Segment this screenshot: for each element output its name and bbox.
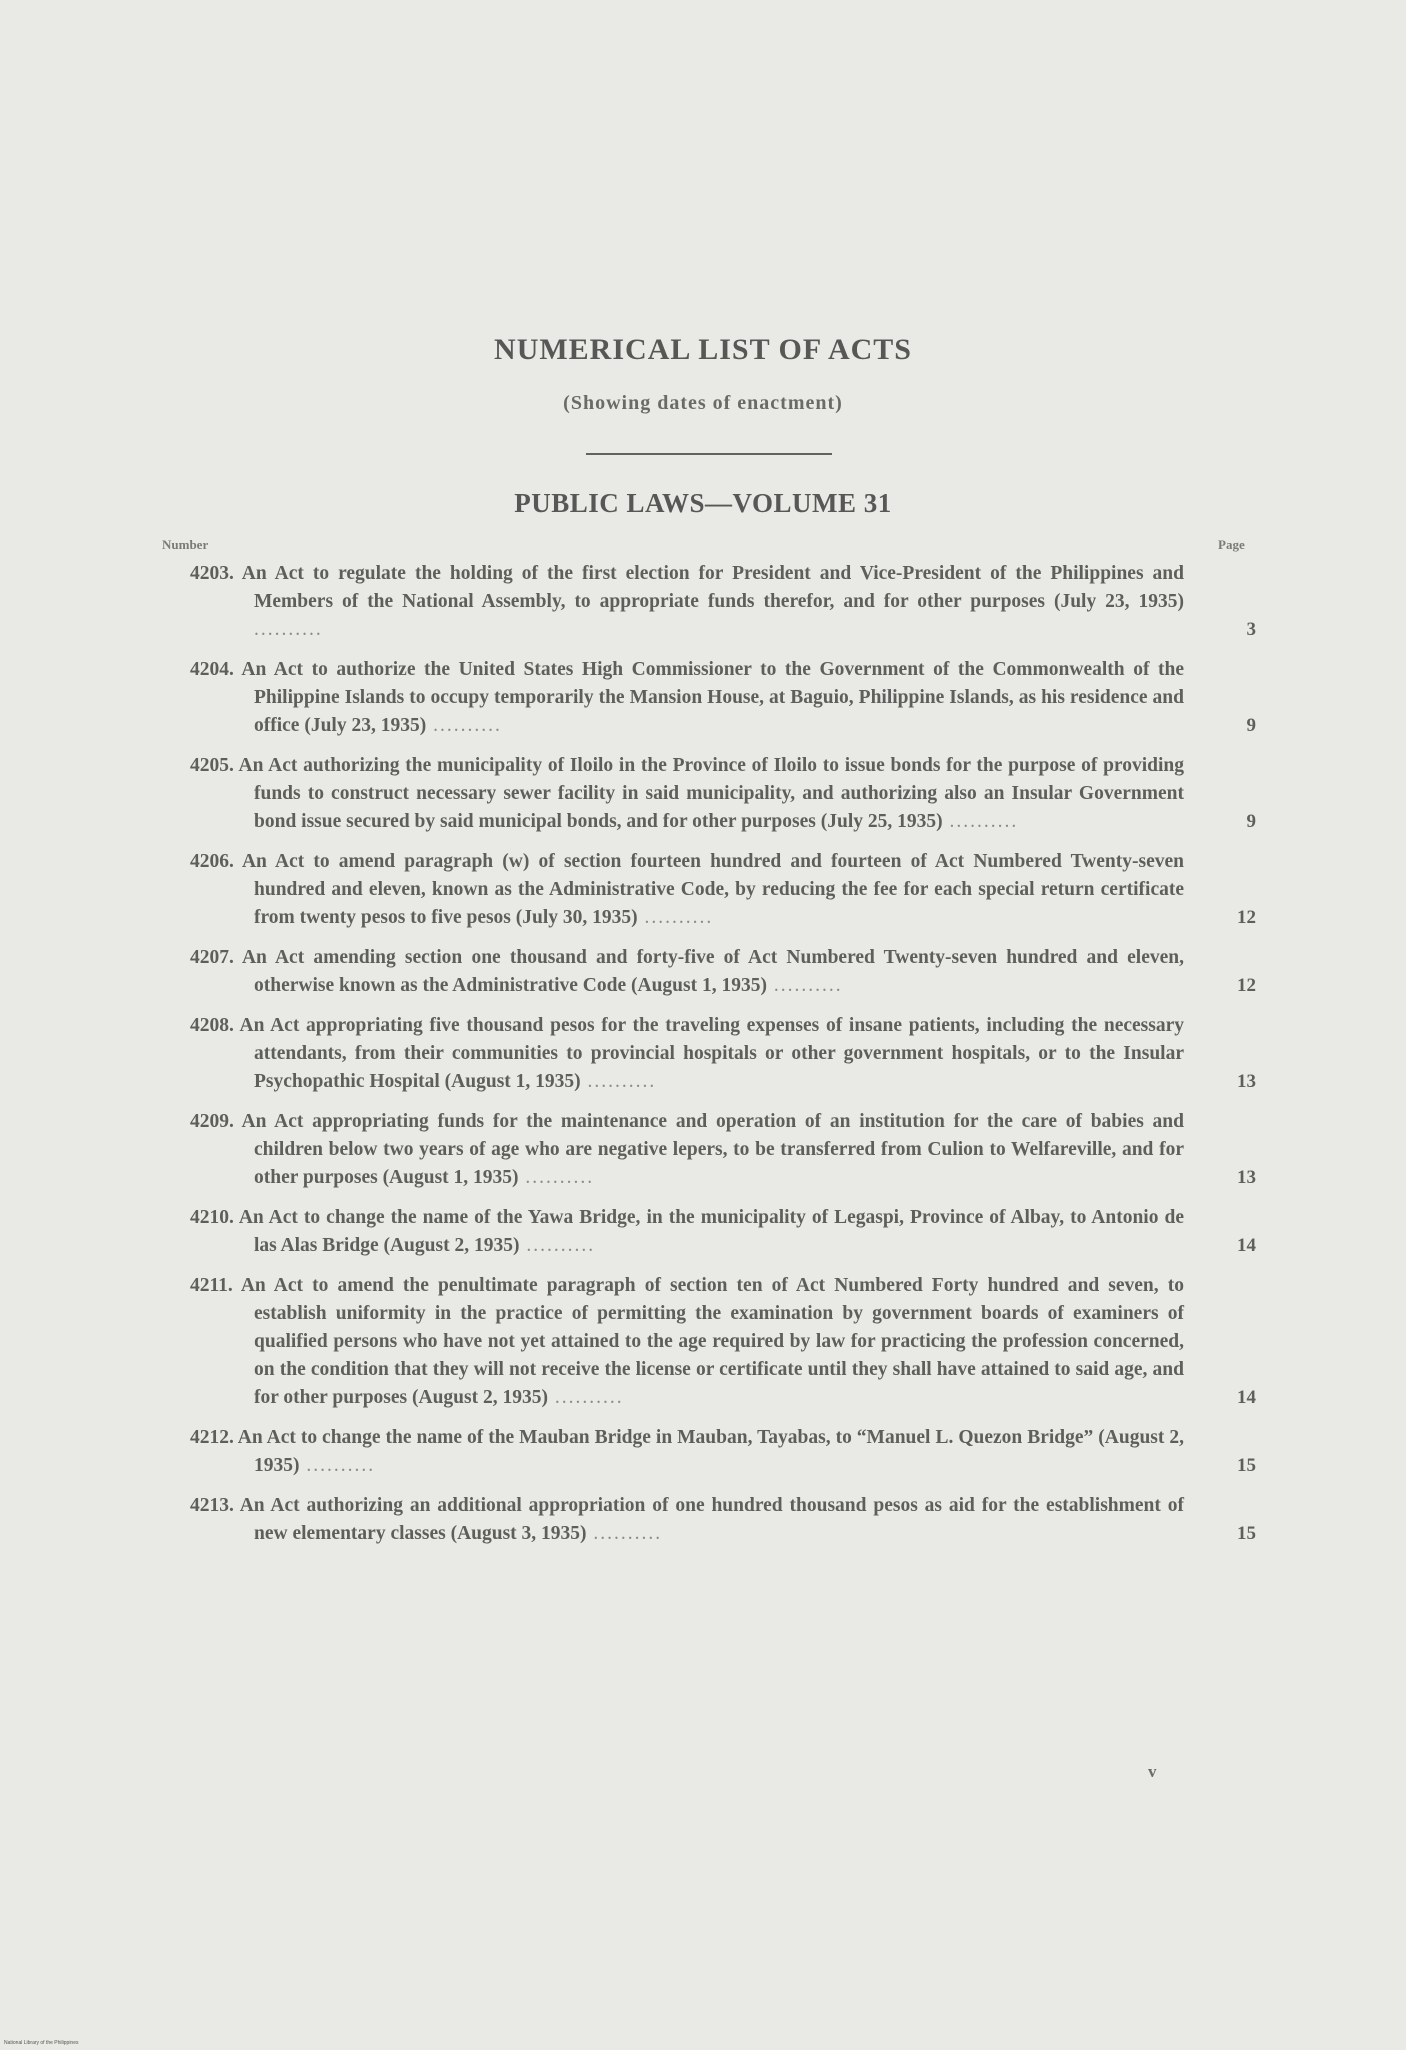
act-description	[190, 560, 1184, 644]
list-item	[0, 560, 1406, 644]
act-page-number: 13	[1237, 1071, 1256, 1092]
act-description	[190, 848, 1184, 932]
act-page-number: 14	[1237, 1387, 1256, 1408]
dot-leader: ..........	[299, 1455, 376, 1476]
dot-leader: ..........	[518, 1167, 595, 1188]
act-number: 4212.	[190, 1427, 234, 1448]
act-number: 4206.	[190, 851, 234, 872]
act-number: 4204.	[190, 659, 234, 680]
act-number: 4213.	[190, 1495, 234, 1516]
act-description	[190, 1108, 1184, 1192]
act-description	[190, 656, 1184, 740]
list-item	[0, 1492, 1406, 1548]
act-page-number: 15	[1237, 1523, 1256, 1544]
list-item	[0, 752, 1406, 836]
act-page-number: 3	[1246, 619, 1256, 640]
act-number: 4210.	[190, 1207, 234, 1228]
page-subtitle: (Showing dates of enactment)	[563, 392, 843, 414]
act-text: An Act to authorize the United States High Commissioner to the Government of the Commonwealth of the Philippine Islands to occupy temporarily the Mansion House, at Baguio, Philippine Islands, as his residence and office (July 23, 1935)	[241, 659, 1184, 736]
list-item	[0, 1424, 1406, 1480]
act-number: 4203.	[190, 563, 234, 584]
act-number: 4211.	[190, 1275, 233, 1296]
column-header-page: Page	[1218, 537, 1245, 552]
footer-stamp: National Library of the Philippines	[4, 2040, 79, 2046]
act-number: 4207.	[190, 947, 234, 968]
dot-leader: ..........	[766, 975, 843, 996]
section-heading: PUBLIC LAWS—VOLUME 31	[514, 488, 892, 518]
dot-leader: ..........	[254, 619, 323, 640]
act-text: An Act to regulate the holding of the first election for President and Vice-President of the Philippines and Members of the National Assembly, to appropriate funds therefor, and for other purposes (July 23, 1935)	[241, 563, 1184, 612]
dot-leader: ..........	[942, 811, 1019, 832]
dot-leader: ..........	[547, 1387, 624, 1408]
act-number: 4208.	[190, 1015, 234, 1036]
act-description	[190, 1272, 1184, 1412]
act-page-number: 12	[1237, 907, 1256, 928]
dot-leader: ..........	[586, 1523, 663, 1544]
dot-leader: ..........	[426, 715, 502, 736]
act-description	[190, 1492, 1184, 1548]
list-item	[0, 944, 1406, 1000]
list-item	[0, 848, 1406, 932]
list-item	[0, 1204, 1406, 1260]
act-text: An Act to amend the penultimate paragraph of section ten of Act Numbered Forty hundred and seven, to establish uniformity in the practice of permitting the examination by government boards of examiners of qualified persons who have not yet attained to the age required by law for practicing the profession concerned, on the condition that they will not receive the license or certificate until they shall have attained to said age, and for other purposes (August 2, 1935)	[240, 1275, 1184, 1408]
acts-list	[0, 560, 1406, 1560]
act-description	[190, 1424, 1184, 1480]
act-page-number: 13	[1237, 1167, 1256, 1188]
list-item	[0, 1012, 1406, 1096]
act-page-number: 14	[1237, 1235, 1256, 1256]
list-item	[0, 1108, 1406, 1192]
act-page-number: 15	[1237, 1455, 1256, 1476]
act-text: An Act to change the name of the Yawa Bridge, in the municipality of Legaspi, Province of Albay, to Antonio de las Alas Bridge (August 2, 1935)	[238, 1207, 1184, 1256]
act-text: An Act authorizing an additional appropriation of one hundred thousand pesos as aid for the establishment of new elementary classes (August 3, 1935)	[239, 1495, 1184, 1544]
list-item	[0, 1272, 1406, 1412]
act-number: 4205.	[190, 755, 234, 776]
list-item	[0, 656, 1406, 740]
column-header-number: Number	[162, 537, 209, 552]
act-description	[190, 944, 1184, 1000]
act-page-number: 12	[1237, 975, 1256, 996]
act-text: An Act appropriating funds for the maintenance and operation of an institution for the care of babies and children below two years of age who are negative lepers, to be transferred from Culion to Welfareville, and for other purposes (August 1, 1935)	[241, 1111, 1184, 1188]
act-description	[190, 1204, 1184, 1260]
act-text: An Act to change the name of the Mauban Bridge in Mauban, Tayabas, to “Manuel L. Quezon Bridge” (August 2, 1935)	[237, 1427, 1184, 1476]
act-text: An Act amending section one thousand and forty-five of Act Numbered Twenty-seven hundred and eleven, otherwise known as the Administrative Code (August 1, 1935)	[241, 947, 1184, 996]
page-title: NUMERICAL LIST OF ACTS	[494, 333, 912, 366]
act-text: An Act to amend paragraph (w) of section fourteen hundred and fourteen of Act Numbered Twenty-seven hundred and eleven, known as the Administrative Code, by reducing the fee for each special return certificate from twenty pesos to five pesos (July 30, 1935)	[241, 851, 1184, 928]
act-page-number: 9	[1246, 715, 1256, 736]
act-text: An Act authorizing the municipality of Iloilo in the Province of Iloilo to issue bonds for the purpose of providing funds to construct necessary sewer facility in said municipality, and authorizing also an Insular Government bond issue secured by said municipal bonds, and for other purposes (July 25, 1935)	[238, 755, 1184, 832]
act-text: An Act appropriating five thousand pesos for the traveling expenses of insane patients, including the necessary attendants, from their communities to provincial hospitals or other government hospitals, or to the Insular Psychopathic Hospital (August 1, 1935)	[239, 1015, 1184, 1092]
act-description	[190, 1012, 1184, 1096]
act-page-number: 9	[1246, 811, 1256, 832]
dot-leader: ..........	[519, 1235, 596, 1256]
dot-leader: ..........	[637, 907, 714, 928]
act-number: 4209.	[190, 1111, 234, 1132]
dot-leader: ..........	[580, 1071, 657, 1092]
title-divider	[586, 453, 832, 455]
page-folio: v	[1148, 1762, 1157, 1781]
act-description	[190, 752, 1184, 836]
